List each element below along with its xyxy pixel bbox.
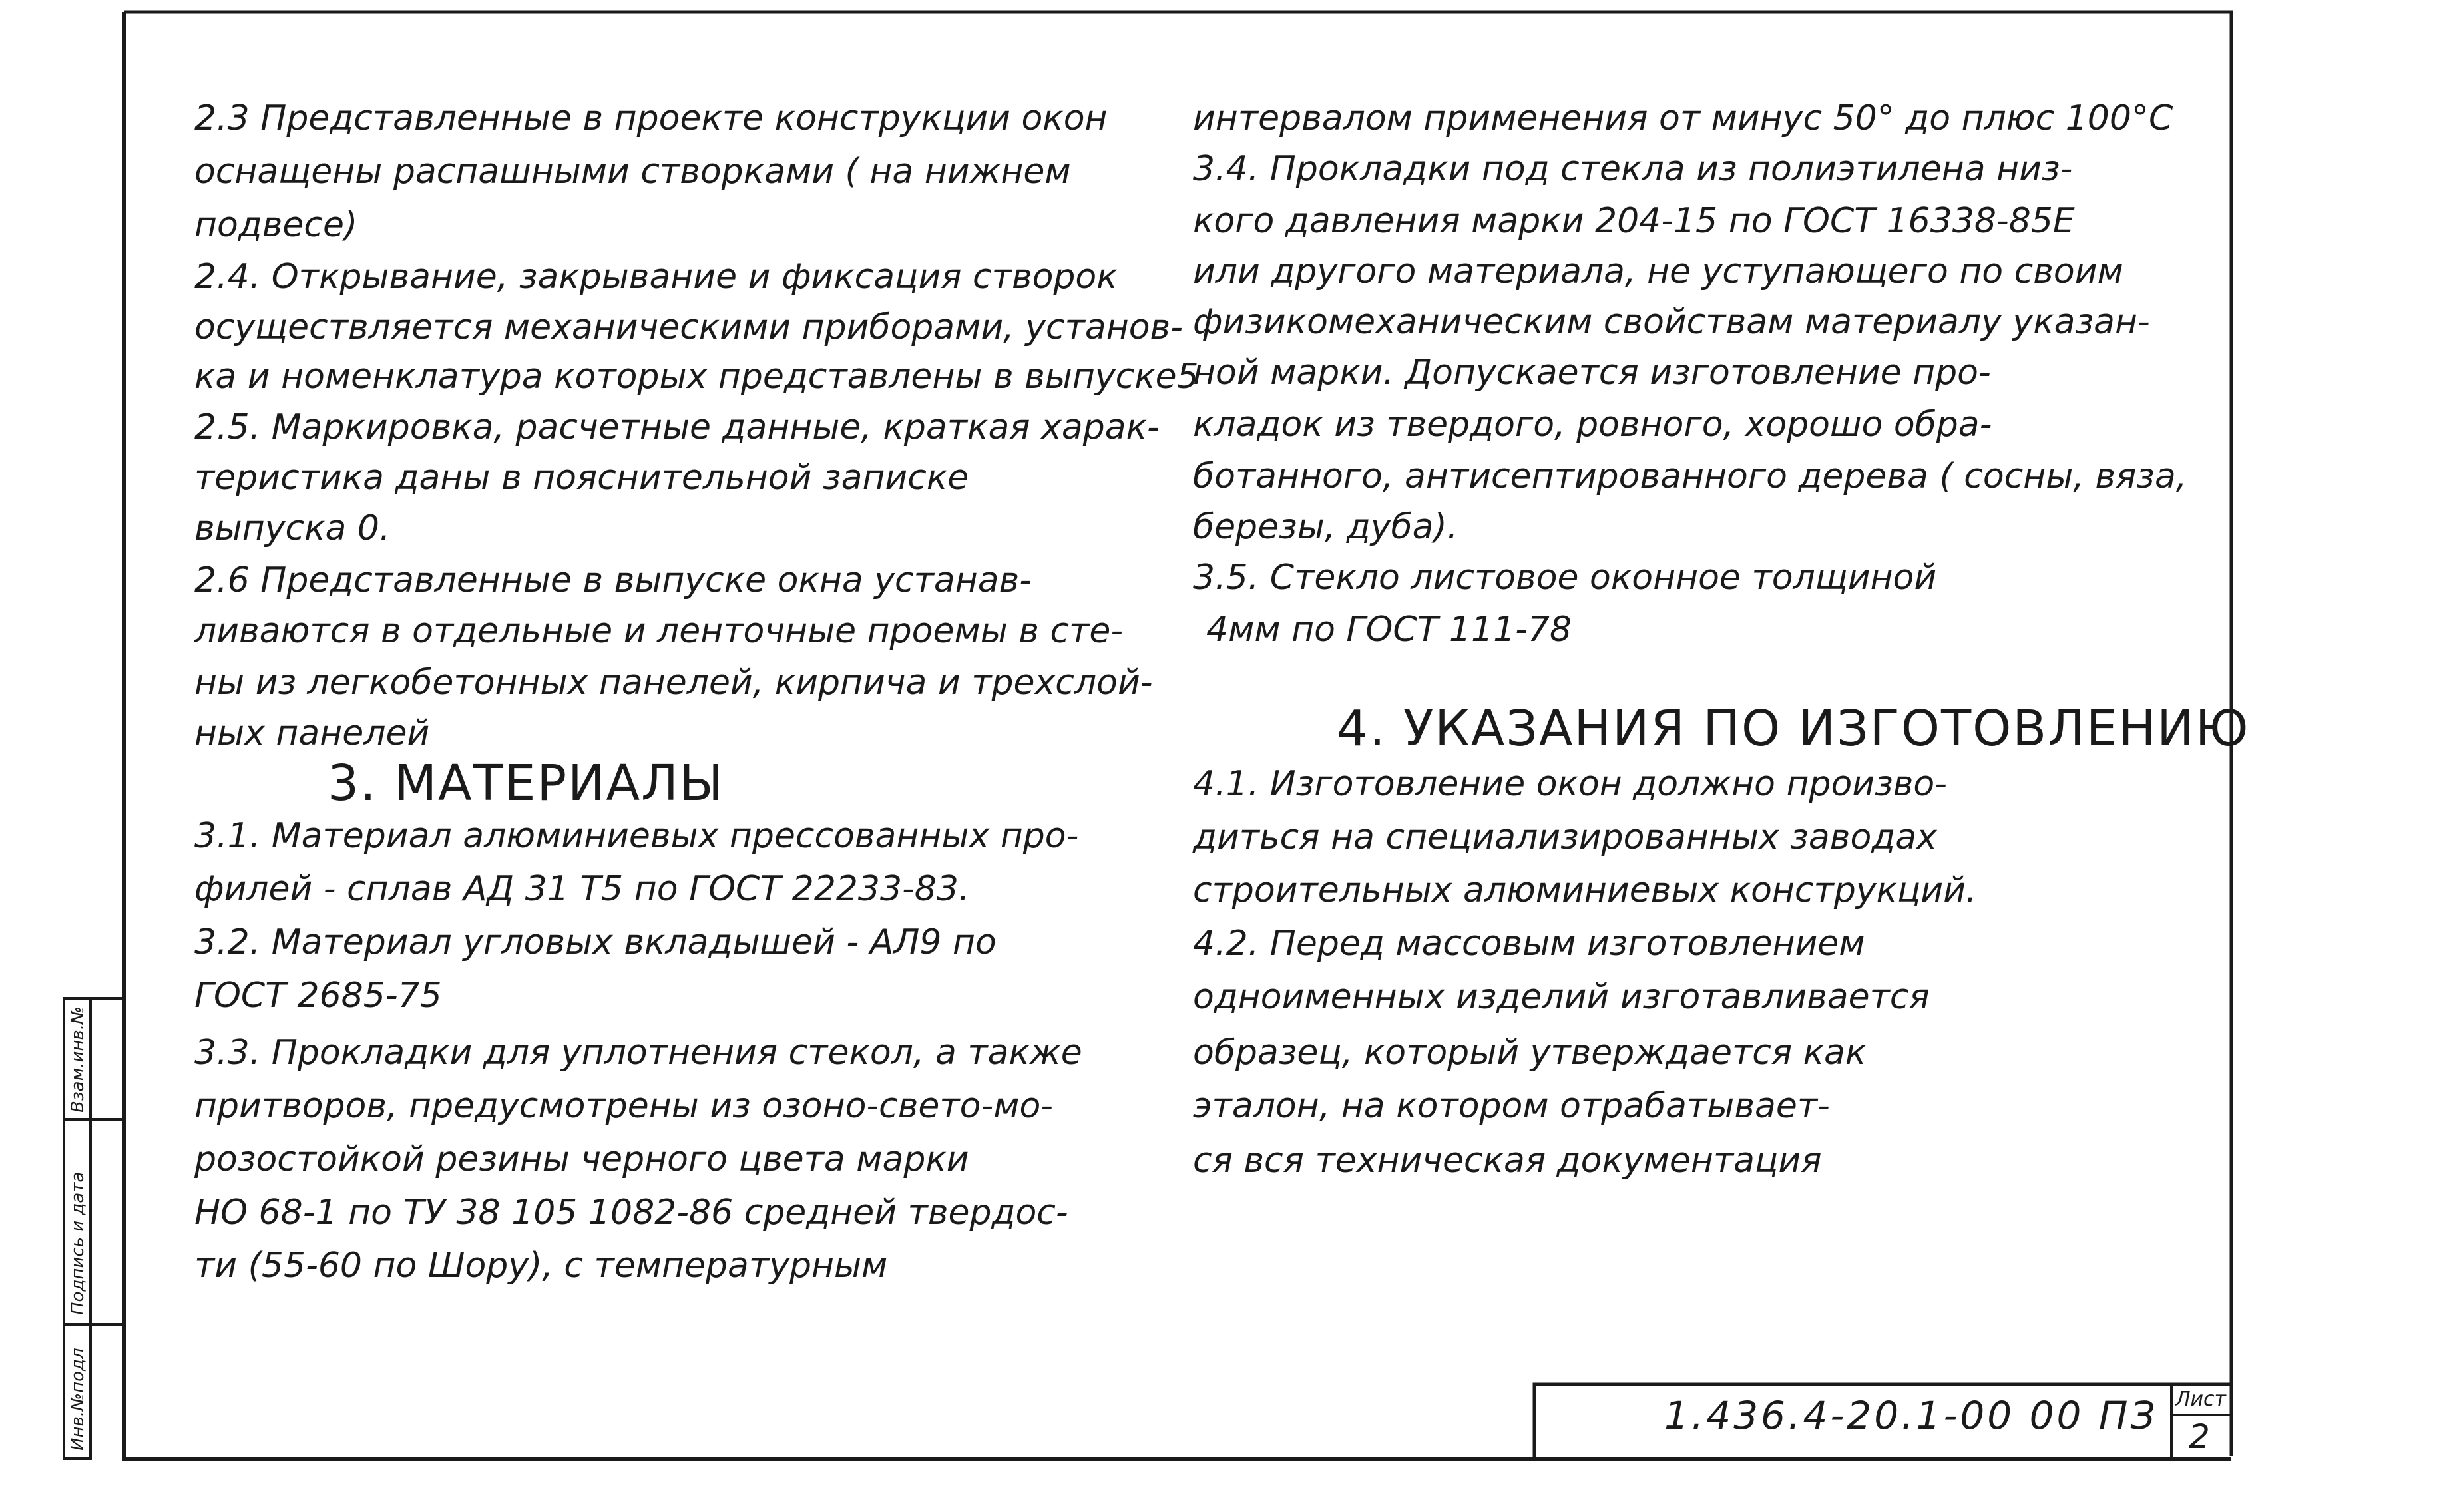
text-line: одноименных изделий изготавливается (1193, 977, 1930, 1017)
text-line: 3.2. Материал угловых вкладышей - АЛ9 по (194, 922, 997, 962)
text-line: диться на специализированных заводах (1193, 817, 1937, 857)
text-line: притворов, предусмотрены из озоно-свето-мо- (194, 1086, 1054, 1126)
side-label-vzam: Взам.инв.№ (68, 1006, 88, 1113)
text-line: ливаются в отдельные и ленточные проемы в сте- (194, 611, 1124, 651)
text-line: ной марки. Допускается изготовление про- (1193, 353, 1991, 393)
text-line: 4мм по ГОСТ 111-78 (1206, 610, 1572, 650)
text-line: осуществляется механическими приборами, установ- (194, 307, 1183, 347)
text-line: НО 68-1 по ТУ 38 105 1082-86 средней твердос- (194, 1193, 1068, 1232)
text-line: 2.6 Представленные в выпуске окна устанав- (194, 560, 1032, 600)
text-line: ся вся техническая документация (1193, 1141, 1822, 1181)
sheet-label: Лист (2175, 1388, 2227, 1411)
document-code: 1.436.4-20.1-00 00 ПЗ (1664, 1393, 2158, 1438)
text-line: кого давления марки 204-15 по ГОСТ 16338-85Е (1193, 201, 2075, 241)
side-label-inv-podl: Инв.№подл (68, 1348, 88, 1451)
text-line: строительных алюминиевых конструкций. (1193, 870, 1977, 910)
text-line: интервалом применения от минус 50° до плюс 100°С (1193, 98, 2173, 138)
sheet-number: 2 (2189, 1418, 2210, 1456)
text-line: ботанного, антисептированного дерева ( сосны, вяза, (1193, 457, 2187, 496)
text-line: березы, дуба). (1193, 507, 1458, 547)
text-line: кладок из твердого, ровного, хорошо обра- (1193, 405, 1992, 445)
text-line: филей - сплав АД 31 Т5 по ГОСТ 22233-83. (194, 869, 970, 909)
text-line: 4.2. Перед массовым изготовлением (1193, 924, 1865, 964)
text-line: ти (55-60 по Шору), с температурным (194, 1246, 888, 1286)
text-line: ны из легкобетонных панелей, кирпича и трехслой- (194, 663, 1153, 703)
text-line: 2.4. Открывание, закрывание и фиксация створок (194, 257, 1118, 297)
text-line: или другого материала, не уступающего по своим (1193, 252, 2123, 291)
text-line: 3.5. Стекло листовое оконное толщиной (1193, 558, 1937, 598)
text-line: 2.3 Представленные в проекте конструкции окон (194, 98, 1108, 138)
text-line: розостойкой резины черного цвета марки (194, 1139, 969, 1179)
section-heading-materials: 3. МАТЕРИАЛЫ (328, 755, 725, 812)
text-line: ных панелей (194, 713, 430, 753)
text-line: теристика даны в пояснительной записке (194, 458, 969, 498)
text-line: выпуска 0. (194, 508, 391, 548)
text-line: 3.1. Материал алюминиевых прессованных про- (194, 816, 1079, 856)
section-heading-manufacturing: 4. УКАЗАНИЯ ПО ИЗГОТОВЛЕНИЮ (1337, 700, 2250, 757)
text-line: 3.4. Прокладки под стекла из полиэтилена низ- (1193, 149, 2073, 189)
text-line: 4.1. Изготовление окон должно произво- (1193, 764, 1947, 804)
text-line: 2.5. Маркировка, расчетные данные, краткая харак- (194, 407, 1160, 447)
text-line: ка и номенклатура которых представлены в выпуске5 (194, 357, 1199, 397)
text-line: ГОСТ 2685-75 (194, 976, 442, 1016)
text-line: эталон, на котором отрабатывает- (1193, 1086, 1830, 1126)
text-line: подвесе) (194, 205, 358, 245)
text-line: образец, который утверждается как (1193, 1033, 1867, 1073)
side-label-podpis: Подпись и дата (68, 1171, 88, 1315)
text-line: 3.3. Прокладки для уплотнения стекол, а также (194, 1033, 1082, 1073)
text-line: физикомеханическим свойствам материалу указан- (1193, 302, 2150, 342)
text-line: оснащены распашными створками ( на нижнем (194, 152, 1071, 192)
